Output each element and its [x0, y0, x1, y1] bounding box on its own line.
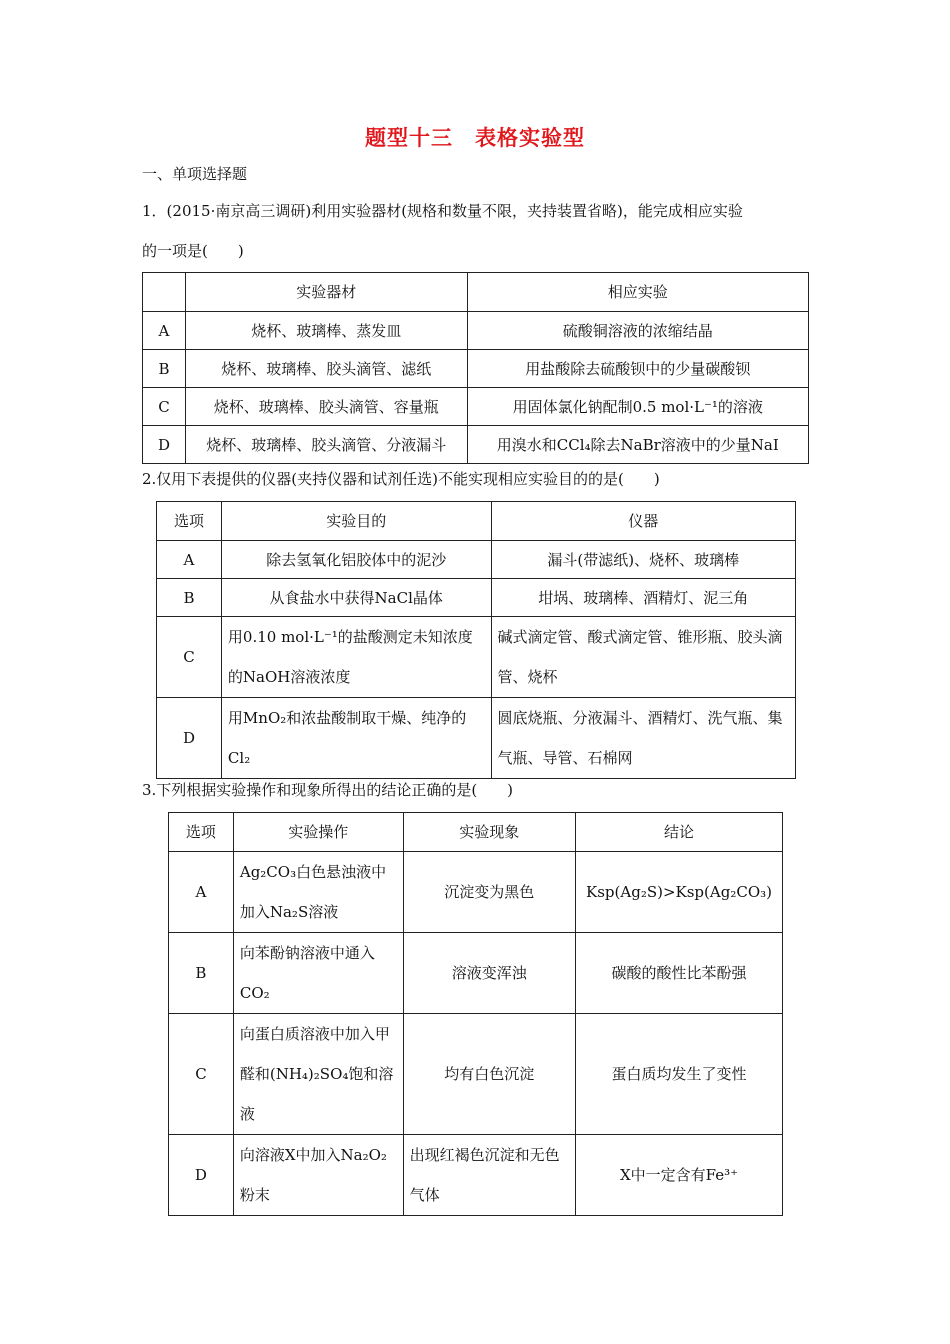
section-heading: 一、单项选择题 [142, 165, 248, 183]
option-label: B [169, 933, 234, 1014]
instrument-cell: 漏斗(带滤纸)、烧杯、玻璃棒 [491, 541, 795, 579]
purpose-cell: 用0.10 mol·L⁻¹的盐酸测定未知浓度的NaOH溶液浓度 [221, 617, 491, 698]
option-label: D [157, 698, 222, 779]
option-label: C [143, 388, 186, 426]
option-label: B [157, 579, 222, 617]
q2-table [156, 501, 796, 779]
table-row [169, 1135, 783, 1216]
header-cell: 实验操作 [233, 813, 403, 852]
header-cell: 实验目的 [221, 502, 491, 541]
equipment-cell: 烧杯、玻璃棒、胶头滴管、分液漏斗 [185, 426, 467, 464]
q3-stem: 3.下列根据实验操作和现象所得出的结论正确的是( ) [142, 781, 514, 799]
table-header-row [169, 813, 783, 852]
table-row [157, 579, 796, 617]
table-row [157, 698, 796, 779]
header-cell [143, 273, 186, 312]
conclusion-cell: 蛋白质均发生了变性 [576, 1014, 783, 1135]
option-label: A [157, 541, 222, 579]
table-row [169, 1014, 783, 1135]
option-label: C [169, 1014, 234, 1135]
operation-cell: 向溶液X中加入Na₂O₂粉末 [233, 1135, 403, 1216]
experiment-cell: 用盐酸除去硫酸钡中的少量碳酸钡 [467, 350, 809, 388]
page-title: 题型十三 表格实验型 [365, 125, 585, 150]
equipment-cell: 烧杯、玻璃棒、胶头滴管、滤纸 [185, 350, 467, 388]
table-row [143, 350, 809, 388]
q1-table [142, 272, 809, 464]
table-header-row [157, 502, 796, 541]
option-label: A [169, 852, 234, 933]
header-cell: 仪器 [491, 502, 795, 541]
experiment-cell: 硫酸铜溶液的浓缩结晶 [467, 312, 809, 350]
equipment-cell: 烧杯、玻璃棒、蒸发皿 [185, 312, 467, 350]
conclusion-cell: 碳酸的酸性比苯酚强 [576, 933, 783, 1014]
phenomenon-cell: 溶液变浑浊 [403, 933, 575, 1014]
equipment-cell: 烧杯、玻璃棒、胶头滴管、容量瓶 [185, 388, 467, 426]
header-cell: 实验现象 [403, 813, 575, 852]
option-label: A [143, 312, 186, 350]
phenomenon-cell: 均有白色沉淀 [403, 1014, 575, 1135]
instrument-cell: 圆底烧瓶、分液漏斗、酒精灯、洗气瓶、集气瓶、导管、石棉网 [491, 698, 795, 779]
instrument-cell: 坩埚、玻璃棒、酒精灯、泥三角 [491, 579, 795, 617]
table-row [143, 312, 809, 350]
conclusion-cell: Ksp(Ag₂S)>Ksp(Ag₂CO₃) [576, 852, 783, 933]
option-label: C [157, 617, 222, 698]
operation-cell: Ag₂CO₃白色悬浊液中加入Na₂S溶液 [233, 852, 403, 933]
header-cell: 选项 [157, 502, 222, 541]
table-row [143, 426, 809, 464]
purpose-cell: 用MnO₂和浓盐酸制取干燥、纯净的Cl₂ [221, 698, 491, 779]
experiment-cell: 用固体氯化钠配制0.5 mol·L⁻¹的溶液 [467, 388, 809, 426]
instrument-cell: 碱式滴定管、酸式滴定管、锥形瓶、胶头滴管、烧杯 [491, 617, 795, 698]
table-row [169, 852, 783, 933]
phenomenon-cell: 出现红褐色沉淀和无色气体 [403, 1135, 575, 1216]
purpose-cell: 除去氢氧化铝胶体中的泥沙 [221, 541, 491, 579]
option-label: D [143, 426, 186, 464]
operation-cell: 向蛋白质溶液中加入甲醛和(NH₄)₂SO₄饱和溶液 [233, 1014, 403, 1135]
experiment-cell: 用溴水和CCl₄除去NaBr溶液中的少量NaI [467, 426, 809, 464]
header-cell: 相应实验 [467, 273, 809, 312]
q2-stem: 2.仅用下表提供的仪器(夹持仪器和试剂任选)不能实现相应实验目的的是( ) [142, 470, 660, 488]
header-cell: 结论 [576, 813, 783, 852]
table-row [169, 933, 783, 1014]
option-label: B [143, 350, 186, 388]
phenomenon-cell: 沉淀变为黑色 [403, 852, 575, 933]
table-row [157, 541, 796, 579]
conclusion-cell: X中一定含有Fe³⁺ [576, 1135, 783, 1216]
q1-stem-line2: 的一项是( ) [142, 242, 244, 260]
operation-cell: 向苯酚钠溶液中通入CO₂ [233, 933, 403, 1014]
table-header-row [143, 273, 809, 312]
table-row [157, 617, 796, 698]
option-label: D [169, 1135, 234, 1216]
q1-stem-line1: 1．(2015·南京高三调研)利用实验器材(规格和数量不限，夹持装置省略)，能完成相应实验 [142, 202, 743, 220]
header-cell: 选项 [169, 813, 234, 852]
header-cell: 实验器材 [185, 273, 467, 312]
table-row [143, 388, 809, 426]
purpose-cell: 从食盐水中获得NaCl晶体 [221, 579, 491, 617]
q3-table [168, 812, 783, 1216]
